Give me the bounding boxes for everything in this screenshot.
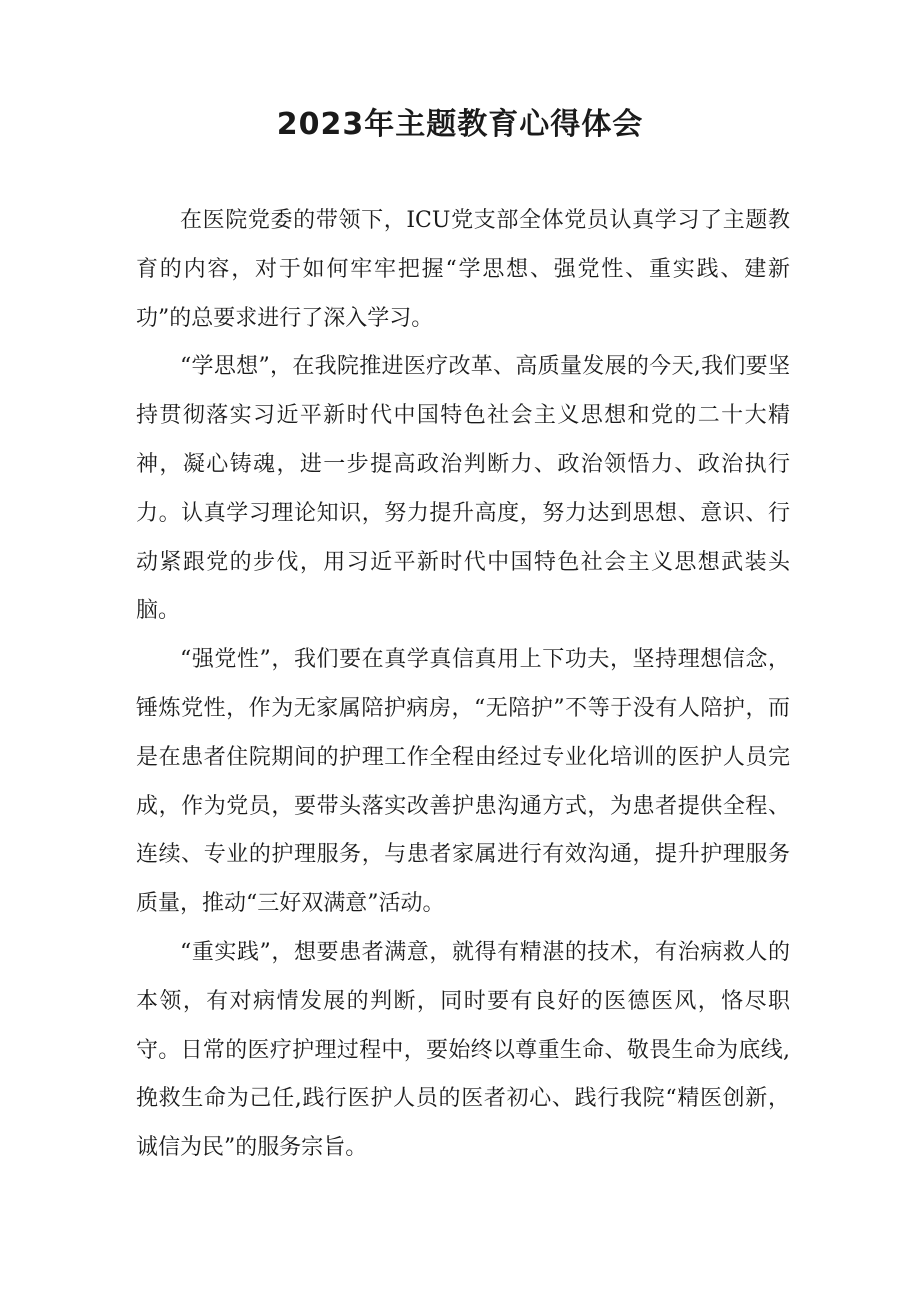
document-body [136, 197, 790, 1173]
paragraph-party-spirit: “强党性”，我们要在真学真信真用上下功夫，坚持理想信念，锤炼党性，作为无家属陪护病房，“无陪护”不等于没有人陪护，而是在患者住院期间的护理工作全程由经过专业化培训的医护人员完成，作为党员，要带头落实改善护患沟通方式，为患者提供全程、连续、专业的护理服务，与患者家属进行有效沟通，提升护理服务质量，推动“三好双满意”活动。 [136, 647, 790, 917]
paragraph-practice: “重实践”，想要患者满意，就得有精湛的技术，有治病救人的本领，有对病情发展的判断，同时要有良好的医德医风，恪尽职守。日常的医疗护理过程中，要始终以尊重生命、敬畏生命为底线,挽救生命为己任,践行医护人员的医者初心、践行我院“精医创新，诚信为民”的服务宗旨。 [136, 939, 790, 1161]
paragraph-intro: 在医院党委的带领下，ICU党支部全体党员认真学习了主题教育的内容，对于如何牢牢把握“学思想、强党性、重实践、建新功”的总要求进行了深入学习。 [136, 208, 790, 331]
document-title: 2023年主题教育心得体会 [276, 107, 644, 142]
paragraph-study-thought: “学思想”，在我院推进医疗改革、高质量发展的今天,我们要坚持贯彻落实习近平新时代中国特色社会主义思想和党的二十大精神，凝心铸魂，进一步提高政治判断力、政治领悟力、政治执行力。认真学习理论知识，努力提升高度，努力达到思想、意识、行动紧跟党的步伐，用习近平新时代中国特色社会主义思想武装头脑。 [136, 354, 790, 624]
